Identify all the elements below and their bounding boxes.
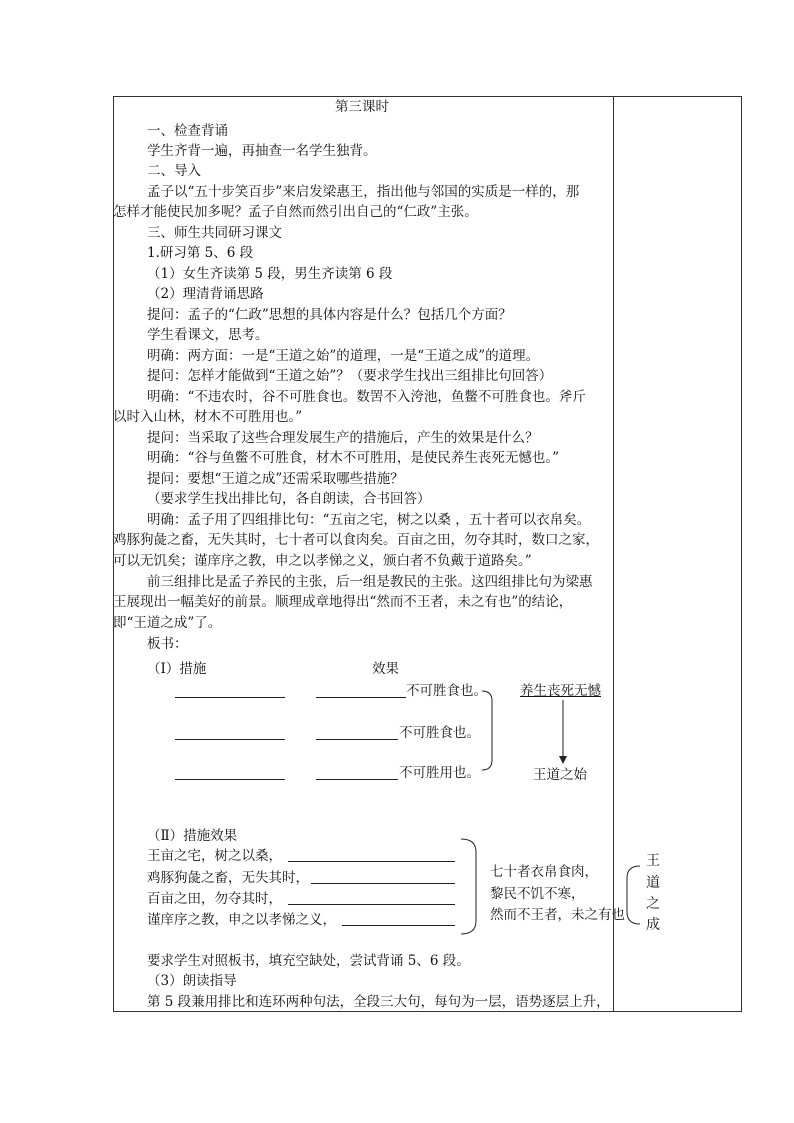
text-line: 学生齐背一遍，再抽查一名学生独背。	[147, 143, 377, 159]
fill-blank	[288, 904, 455, 905]
side-char: 道	[646, 875, 660, 891]
board2-heading: （Ⅱ）措施效果	[147, 828, 238, 844]
side-char: 成	[646, 917, 660, 933]
text-line: 明确：孟子用了四组排比句：“五亩之宅，树之以桑 ，五十者可以衣帛矣。	[147, 512, 591, 528]
board2-effect: 七十者衣帛食肉，	[490, 864, 598, 880]
board1-result-bottom: 王道之始	[533, 767, 587, 783]
board1-effect-heading: 效果	[372, 661, 399, 677]
board2-effect: 然而不王者，未之有也	[490, 907, 625, 923]
text-line: （3）朗读指导	[147, 973, 237, 989]
text-line: 提问：当采取了这些合理发展生产的措施后，产生的效果是什么？	[147, 430, 539, 446]
text-line: 以时入山林，材木不可胜用也。”	[113, 409, 303, 425]
board2-effect: 黎民不饥不寒，	[490, 886, 585, 902]
text-line: （1）女生齐读第 5 段，男生齐读第 6 段	[147, 266, 393, 282]
fill-blank	[342, 925, 455, 926]
board1-row: 不可胜食也。	[406, 683, 487, 699]
fill-blank	[316, 697, 406, 698]
board1-row: 不可胜食也。	[399, 725, 480, 741]
text-line: 明确：两方面：一是“王道之始”的道理，一是“王道之成”的道理。	[147, 348, 540, 364]
text-line: 一、检查背诵	[147, 123, 228, 139]
text-line: 提问：要想“王道之成”还需采取哪些措施？	[147, 471, 404, 487]
text-line: 王展现出一幅美好的前景。顺理成章地得出“然而不王者，未之有也”的结论，	[113, 594, 573, 610]
board2-row: 鸡豚狗彘之畜，无失其时，	[147, 870, 309, 886]
side-char: 之	[646, 896, 660, 912]
board1-result-top: 养生丧死无憾	[520, 683, 601, 699]
fill-blank	[288, 861, 455, 862]
board2-row: 王亩之宅，树之以桑，	[147, 848, 282, 864]
fill-blank	[175, 739, 285, 740]
text-line: 要求学生对照板书，填充空缺处，尝试背诵 5、6 段。	[147, 953, 470, 969]
fill-blank	[316, 779, 398, 780]
text-line: 鸡豚狗彘之畜，无失其时，七十者可以食肉矣。百亩之田，勿夺其时，数口之家，	[113, 532, 599, 548]
text-line: 提问：孟子的“仁政”思想的具体内容是什么？包括几个方面？	[147, 307, 512, 323]
text-line: 孟子以“五十步笑百步”来启发梁惠王，指出他与邻国的实质是一样的，那	[147, 184, 580, 200]
text-line: 板书：	[147, 636, 188, 652]
text-line: 学生看课文，思考。	[147, 327, 269, 343]
text-line: 明确：“谷与鱼鳖不可胜食，材木不可胜用，是使民养生丧死无憾也。”	[147, 450, 560, 466]
text-line: 提问：怎样才能做到“王道之始”？（要求学生找出三组排比句回答）	[147, 368, 553, 384]
text-line: 可以无饥矣；谨庠序之教，申之以孝悌之义，颁白者不负戴于道路矣。”	[113, 553, 532, 569]
column-divider	[613, 96, 614, 1012]
fill-blank	[311, 883, 455, 884]
text-line: （要求学生找出排比句，各自朗读，合书回答）	[147, 491, 431, 507]
text-line: 二、导入	[147, 163, 201, 179]
board2-row: 谨庠序之教，申之以孝悌之义，	[147, 912, 336, 928]
board1-heading: （Ⅰ）措施	[147, 661, 207, 677]
text-line: 明确：“不违农时，谷不可胜食也。数罟不入洿池，鱼鳖不可胜食也。斧斤	[147, 389, 586, 405]
text-line: 怎样才能使民加多呢？孟子自然而然引出自己的“仁政”主张。	[113, 204, 478, 220]
side-char: 王	[646, 853, 660, 869]
text-line: 前三组排比是孟子养民的主张，后一组是教民的主张。这四组排比句为梁惠	[147, 574, 593, 590]
board2-row: 百亩之田，勿夺其时，	[147, 891, 282, 907]
fill-blank	[316, 739, 398, 740]
fill-blank	[175, 697, 285, 698]
text-line: 1.研习第 5、6 段	[147, 245, 254, 261]
text-line: （2）理清背诵思路	[147, 286, 264, 302]
board1-row: 不可胜用也。	[399, 765, 480, 781]
text-line: 即“王道之成”了。	[113, 615, 222, 631]
page-title: 第三课时	[335, 99, 389, 115]
text-line: 三、师生共同研习课文	[147, 225, 282, 241]
fill-blank	[175, 779, 285, 780]
text-line: 第 5 段兼用排比和连环两种句法，全段三大句，每句为一层，语势逐层上升，	[147, 994, 610, 1010]
